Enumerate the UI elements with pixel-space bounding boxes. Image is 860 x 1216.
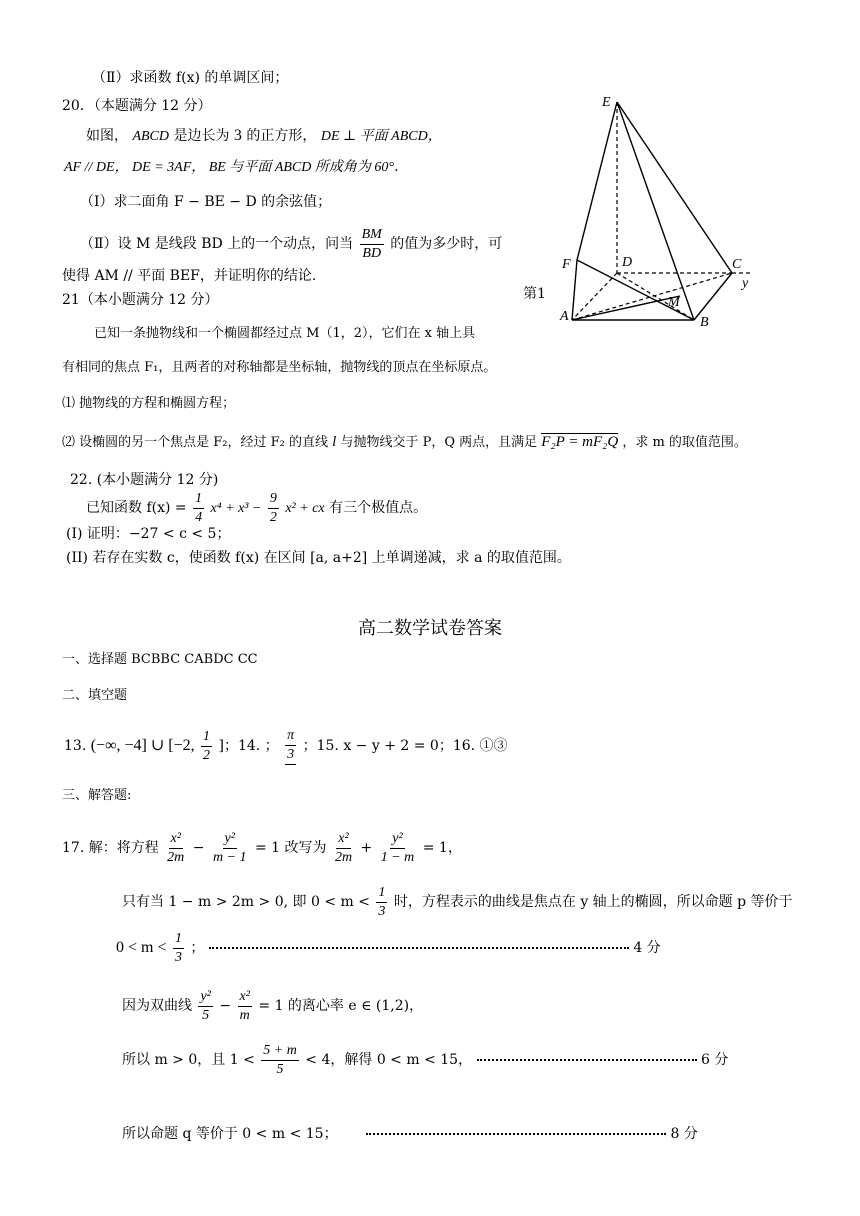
s17-l2-frac [376, 884, 387, 921]
s17-minus: − [192, 840, 205, 856]
s17-f1-num: x² [169, 830, 183, 849]
answers-fill-line [64, 724, 508, 768]
answers-fill-heading: 二、填空题 [62, 688, 128, 703]
q20-ratio-num: BM [360, 226, 384, 245]
q21-part2-c: ，求 m 的取值范围。 [622, 435, 747, 450]
q21-part2-b: 与抛物线交于 P，Q 两点，且满足 [340, 435, 538, 450]
figure-svg [520, 90, 800, 330]
q22-line1-b: x⁴ + x³ − [210, 501, 262, 516]
s17-frac3 [333, 830, 354, 867]
q20-line1 [86, 126, 442, 147]
q22-line1 [86, 488, 427, 529]
label-D: D [622, 255, 633, 270]
s17-l2-den: 3 [378, 903, 386, 919]
s17-a: 17. 解：将方程 [62, 840, 159, 856]
s17-l6-score: 8 分 [670, 1126, 698, 1142]
s17-frac1 [165, 830, 186, 867]
q20-part1: （Ⅰ）求二面角 F − BE − D 的余弦值； [80, 194, 332, 210]
fill-14-frac [285, 727, 296, 765]
s17-l2-num: 1 [376, 884, 387, 903]
s17-l5b: < 4，解得 0 < m < 15， [305, 1052, 473, 1068]
q22-f1-den: 4 [195, 509, 203, 525]
fill-14-den: 3 [287, 747, 295, 762]
s17-l3b: ； [190, 940, 205, 956]
s17-l3a: 0 < m < [116, 939, 167, 956]
q22-part2: (II) 若存在实数 c，使函数 f(x) 在区间 [a, a+2] 上单调递减，求 a 的取值范围。 [66, 550, 571, 566]
label-M: M [668, 295, 680, 310]
q20-line1-b: ABCD [132, 129, 170, 144]
fill-13-end: ]；14. ； [218, 738, 279, 754]
s17-line5 [122, 1038, 728, 1082]
q22-frac-1-4 [193, 490, 204, 527]
fill-14-num: π [285, 727, 296, 746]
q20-part2-a: （Ⅱ）设 M 是线段 BD 上的一个动点，问当 [80, 236, 354, 252]
s17-l5a: 所以 m > 0，且 1 < [122, 1052, 255, 1068]
s17-f3-den: 2m [334, 849, 353, 865]
q20-part2-c: 使得 AM // 平面 BEF，并证明你的结论. [62, 268, 317, 284]
edge-BC [694, 273, 732, 320]
s17-line4 [122, 984, 423, 1028]
edge-FA [572, 260, 577, 320]
s17-l3-den: 3 [174, 949, 182, 965]
s17-line6 [122, 1124, 698, 1144]
edge-EF [577, 102, 617, 260]
answers-solution-heading: 三、解答题: [62, 788, 132, 803]
s17-f4-num: y² [390, 830, 404, 849]
q20-line1-c: 是边长为 [173, 128, 230, 144]
s17-l4-minus: − [219, 998, 232, 1014]
s17-l4-num1: y² [198, 988, 212, 1007]
q22-header: 22. (本小题满分 12 分) [70, 472, 219, 488]
s17-line1 [62, 826, 462, 870]
answers-title: 高二数学试卷答案 [358, 618, 502, 639]
q20-line2: AF // DE， DE = 3AF， BE 与平面 ABCD 所成角为 60°． [64, 160, 409, 175]
q19-part2: （Ⅱ）求函数 f(x) 的单调区间； [92, 70, 289, 86]
s17-line3 [116, 926, 661, 970]
s17-f3-num: x² [336, 830, 350, 849]
q20-header: 20．（本题满分 12 分） [62, 98, 212, 114]
s17-l4b: = 1 的离心率 e ∈ (1,2)， [258, 998, 424, 1014]
q21-part2-a: ⑵ 设椭圆的另一个焦点是 F₂，经过 F₂ 的直线 [62, 435, 328, 450]
q20-line1-d: 3 [233, 127, 242, 144]
figure-caption: 第1 [523, 286, 546, 302]
s17-l6a: 所以命题 q 等价于 0 < m < 15； [122, 1126, 338, 1142]
edge-AM [572, 296, 680, 320]
q21-header: 21（本小题满分 12 分） [62, 292, 219, 308]
edge-EC [617, 102, 732, 273]
s17-frac4 [379, 830, 417, 867]
s17-l4-den2: m [239, 1007, 250, 1023]
q20-part2-b: 的值为多少时，可 [390, 236, 503, 252]
label-B: B [700, 315, 709, 330]
s17-f1-den: 2m [167, 849, 185, 865]
s17-l3-score: 4 分 [633, 940, 661, 956]
s17-f4-den: 1 − m [380, 849, 415, 865]
fill-13-label: 13. [64, 738, 87, 754]
q22-f2-num: 9 [268, 490, 279, 509]
s17-l4-den1: 5 [202, 1007, 210, 1023]
q21-vector-eq: F₂P = mF₂Q [541, 434, 619, 450]
s17-b: = 1 改写为 [254, 840, 327, 856]
q22-line1-a: 已知函数 f(x) = [86, 500, 187, 516]
q20-ratio-den: BD [362, 245, 382, 261]
s17-l5-score: 6 分 [700, 1052, 729, 1068]
s17-l3-frac [173, 930, 184, 967]
s17-l5-dots [477, 1059, 697, 1061]
edge-DB-dashed [617, 273, 694, 320]
s17-f2-num: y² [223, 830, 237, 849]
s17-f2-den: m − 1 [212, 849, 247, 865]
s17-frac2 [211, 830, 249, 867]
q21-line-l: l [332, 434, 337, 450]
q21-part2 [62, 432, 747, 453]
s17-plus: + [360, 840, 373, 856]
s17-l5-den: 5 [276, 1061, 284, 1077]
s17-line2 [122, 880, 793, 924]
fill-13-num: 1 [201, 728, 212, 747]
answers-choice: 一、选择题 BCBBC CABDC CC [62, 652, 258, 667]
s17-l2a: 只有当 1 − m > 2m > 0, 即 0 < m < [122, 894, 370, 910]
q22-line1-d: 有三个极值点。 [329, 500, 428, 516]
label-F: F [562, 257, 571, 272]
s17-l4-frac2 [238, 988, 252, 1025]
q20-line1-e: 的正方形， [246, 128, 317, 144]
q22-f1-num: 1 [193, 490, 204, 509]
s17-l3-num: 1 [173, 930, 184, 949]
fill-13-interval: (−∞, −4] ∪ [−2, [90, 737, 195, 754]
fill-rest: ；15. x − y + 2 = 0；16. ①③ [302, 738, 508, 754]
q21-part1: ⑴ 抛物线的方程和椭圆方程； [62, 396, 236, 411]
s17-l4-frac1 [198, 988, 212, 1025]
edge-AC-dashed [572, 273, 732, 320]
q22-f2-den: 2 [269, 509, 277, 525]
label-A: A [560, 309, 569, 324]
label-y: y [742, 276, 749, 291]
s17-l2b: 时，方程表示的曲线是焦点在 y 轴上的椭圆，所以命题 p 等价于 [393, 894, 793, 910]
s17-l6-dots [366, 1133, 666, 1135]
q22-frac-9-2 [268, 490, 279, 527]
s17-l5-num: 5 + m [261, 1042, 299, 1061]
fill-13-frac [201, 728, 212, 765]
s17-l4-num2: x² [238, 988, 252, 1007]
q20-line1-a: 如图， [86, 128, 128, 144]
label-C: C [732, 257, 742, 272]
q22-line1-c: x² + cx [285, 501, 325, 516]
q20-part2 [80, 222, 502, 266]
s17-l3-dots [209, 947, 629, 949]
q22-part1: (I) 证明：−27 < c < 5； [66, 526, 231, 542]
fill-13-den: 2 [203, 747, 211, 763]
q21-line1: 已知一条抛物线和一个椭圆都经过点 M（1，2），它们在 x 轴上具 [94, 326, 476, 341]
s17-c: = 1， [422, 840, 462, 856]
label-E: E [602, 95, 611, 110]
q21-line2: 有相同的焦点 F₁，且两者的对称轴都是坐标轴，抛物线的顶点在坐标原点。 [62, 360, 497, 375]
s17-l5-frac [261, 1042, 299, 1079]
q20-ratio-fraction [360, 226, 384, 263]
geometry-figure [520, 90, 800, 330]
s17-l4a: 因为双曲线 [122, 998, 192, 1014]
q20-line1-f: DE ⊥ 平面 ABCD， [320, 129, 442, 144]
